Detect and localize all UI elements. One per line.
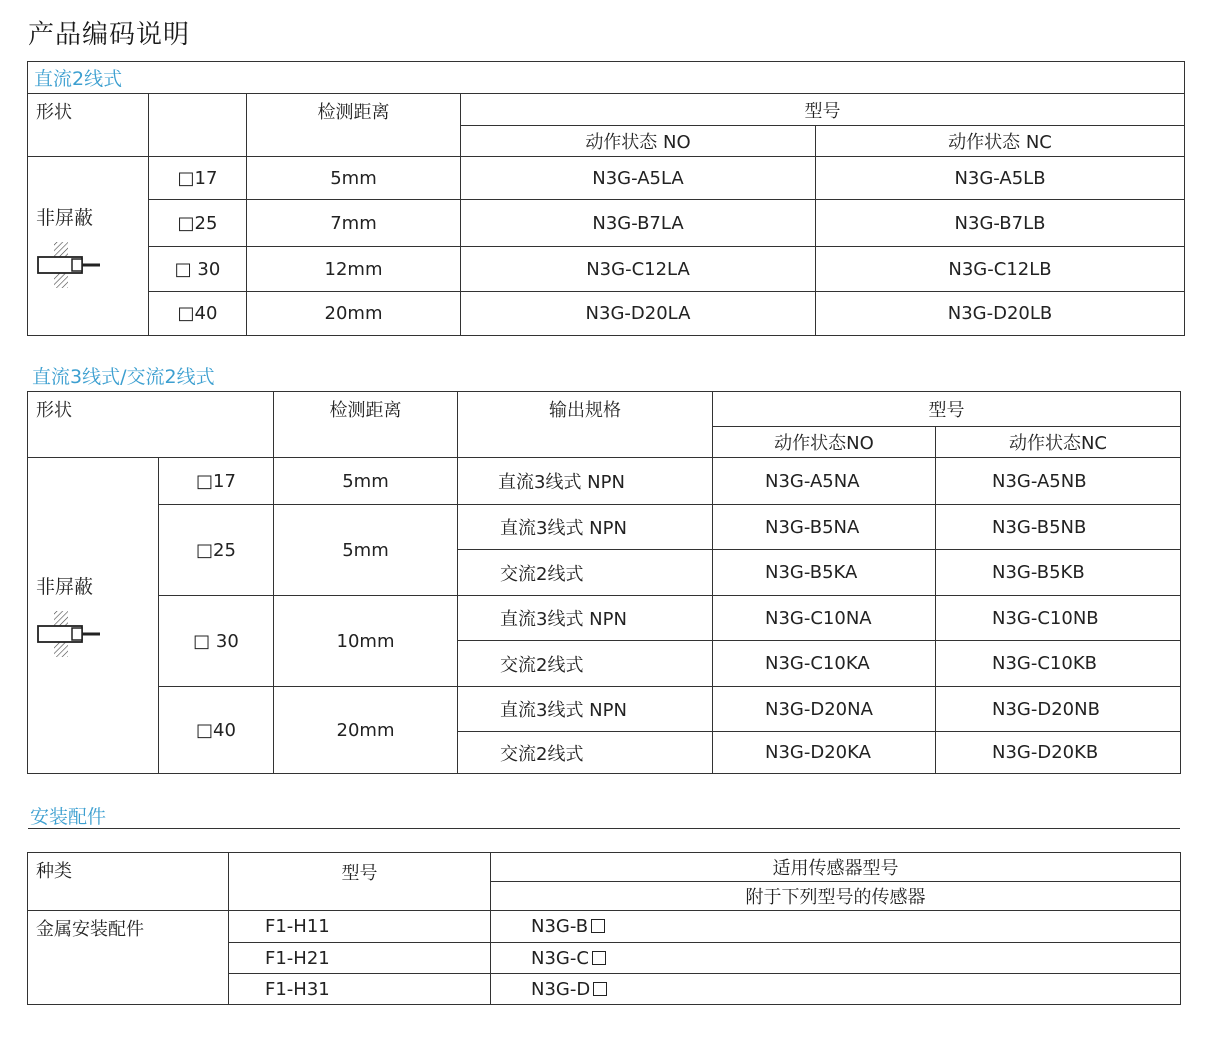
model-no-cell: N3G-C12LA	[461, 247, 816, 292]
model-nc-cell: N3G-C10KB	[936, 641, 1181, 687]
model-no-cell: N3G-B5NA	[713, 505, 936, 550]
size-cell: □25	[149, 200, 247, 247]
header-distance: 检测距离	[274, 392, 458, 458]
sensor-model-cell	[491, 911, 1181, 943]
model-no-cell: N3G-C10KA	[713, 641, 936, 687]
header-no: 动作状态NO	[713, 427, 936, 458]
header-kind: 种类	[28, 853, 229, 911]
header-nc: 动作状态NC	[936, 427, 1181, 458]
model-no-cell: N3G-B5KA	[713, 550, 936, 596]
output-cell: 直流3线式 NPN	[458, 596, 713, 641]
model-nc-cell: N3G-B5KB	[936, 550, 1181, 596]
shape-label: 非屏蔽	[36, 206, 94, 229]
sensor-model-cell	[491, 974, 1181, 1005]
distance-cell: 5mm	[274, 458, 458, 505]
shape-cell	[28, 157, 149, 336]
size-cell: □17	[149, 157, 247, 200]
sensor-model-text: N3G-D	[531, 978, 591, 1000]
distance-cell: 5mm	[247, 157, 461, 200]
header-nc: 动作状态 NC	[816, 126, 1185, 157]
distance-cell: 5mm	[274, 505, 458, 596]
distance-cell: 10mm	[274, 596, 458, 687]
header-applicable-sub: 附于下列型号的传感器	[491, 882, 1181, 911]
dc-2wire-table	[27, 61, 1185, 336]
distance-cell: 12mm	[247, 247, 461, 292]
output-cell: 直流3线式 NPN	[458, 505, 713, 550]
model-no-cell: N3G-D20LA	[461, 292, 816, 336]
model-nc-cell: N3G-C12LB	[816, 247, 1185, 292]
size-cell: □40	[159, 687, 274, 774]
output-cell: 直流3线式 NPN	[458, 687, 713, 732]
model-nc-cell: N3G-B7LB	[816, 200, 1185, 247]
model-nc-cell: N3G-B5NB	[936, 505, 1181, 550]
sensor-model-text: N3G-B	[531, 916, 589, 937]
header-size-blank	[149, 94, 247, 157]
accessories-table	[27, 852, 1181, 1005]
model-nc-cell: N3G-D20KB	[936, 732, 1181, 774]
distance-cell: 7mm	[247, 200, 461, 247]
model-nc-cell: N3G-D20NB	[936, 687, 1181, 732]
output-cell: 交流2线式	[458, 550, 713, 596]
section-title-dc-2wire: 直流2线式	[28, 62, 1185, 94]
header-model: 型号	[713, 392, 1181, 427]
header-model: 型号	[229, 853, 491, 911]
header-distance: 检测距离	[247, 94, 461, 157]
accessory-model-cell: F1-H21	[229, 943, 491, 974]
square-placeholder-icon	[593, 982, 607, 996]
size-cell: □25	[159, 505, 274, 596]
square-placeholder-icon	[591, 919, 605, 933]
model-nc-cell: N3G-C10NB	[936, 596, 1181, 641]
sensor-model-text: N3G-C	[531, 947, 589, 969]
shape-label: 非屏蔽	[36, 576, 94, 598]
header-no: 动作状态 NO	[461, 126, 816, 157]
shape-cell	[28, 458, 159, 774]
dc-3wire-ac-2wire-table	[27, 391, 1181, 774]
model-no-cell: N3G-D20KA	[713, 732, 936, 774]
header-applicable: 适用传感器型号	[491, 853, 1181, 882]
output-cell: 直流3线式 NPN	[458, 458, 713, 505]
header-output: 输出规格	[458, 392, 713, 458]
model-no-cell: N3G-A5LA	[461, 157, 816, 200]
size-cell: □40	[149, 292, 247, 336]
output-cell: 交流2线式	[458, 641, 713, 687]
header-shape: 形状	[28, 392, 274, 458]
section-title-accessories: 安装配件	[30, 806, 107, 828]
size-cell: □17	[159, 458, 274, 505]
accessory-model-cell: F1-H11	[229, 911, 491, 943]
section-divider	[28, 828, 1180, 829]
size-cell: □ 30	[159, 596, 274, 687]
model-no-cell: N3G-C10NA	[713, 596, 936, 641]
output-cell: 交流2线式	[458, 732, 713, 774]
model-nc-cell: N3G-A5NB	[936, 458, 1181, 505]
model-nc-cell: N3G-A5LB	[816, 157, 1185, 200]
non-shielded-sensor-icon	[36, 240, 106, 290]
distance-cell: 20mm	[247, 292, 461, 336]
square-placeholder-icon	[592, 951, 606, 965]
header-model: 型号	[461, 94, 1185, 126]
kind-cell: 金属安装配件	[28, 911, 229, 1005]
header-shape: 形状	[28, 94, 149, 157]
model-nc-cell: N3G-D20LB	[816, 292, 1185, 336]
model-no-cell: N3G-D20NA	[713, 687, 936, 732]
non-shielded-sensor-icon	[36, 609, 106, 659]
distance-cell: 20mm	[274, 687, 458, 774]
section-title-dc-3wire-ac-2wire: 直流3线式/交流2线式	[32, 366, 215, 388]
model-no-cell: N3G-B7LA	[461, 200, 816, 247]
model-no-cell: N3G-A5NA	[713, 458, 936, 505]
page-title: 产品编码说明	[28, 20, 191, 50]
accessory-model-cell: F1-H31	[229, 974, 491, 1005]
sensor-model-cell	[491, 943, 1181, 974]
size-cell: □ 30	[149, 247, 247, 292]
